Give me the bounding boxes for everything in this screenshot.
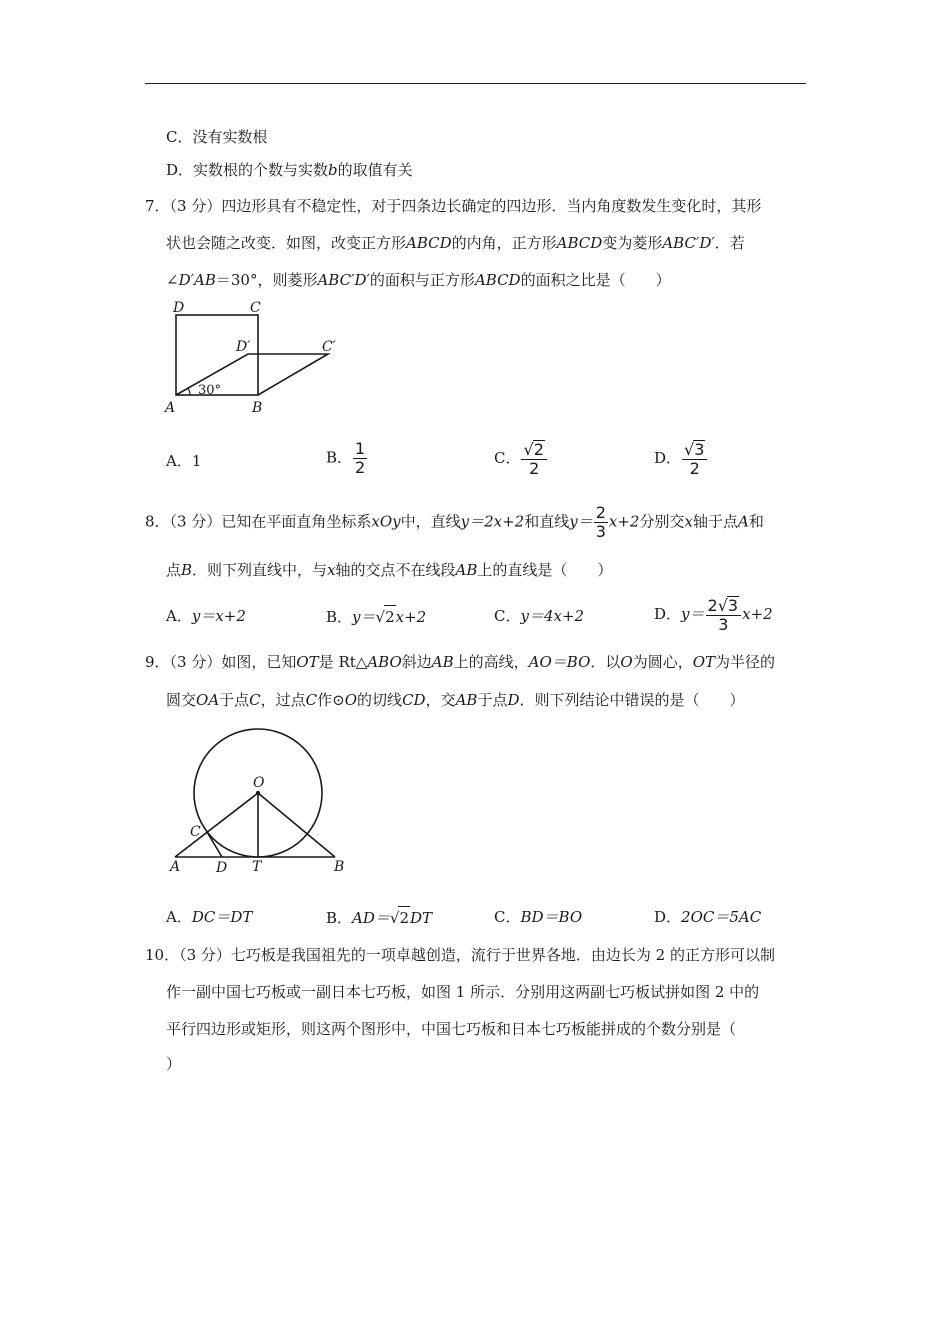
- q7-figure-square-rhombus: [160, 295, 360, 420]
- q10-stem-line3: 平行四边形或矩形，则这两个图形中，中国七巧板和日本七巧板能拼成的个数分别是（: [166, 1020, 737, 1038]
- q7-label-c: C: [250, 300, 261, 316]
- q7-angle-arc: [188, 388, 190, 395]
- q7-stem-line2: 状也会随之改变．如图，改变正方形ABCD的内角，正方形ABCD变为菱形ABC′D′．若: [166, 234, 745, 252]
- q8-stem-line2: 点B．则下列直线中，与x轴的交点不在线段AB上的直线是（ ）: [166, 561, 613, 579]
- q10-stem-line4: ）: [166, 1055, 182, 1073]
- q9-option-b: B．AD＝√2DT: [326, 906, 432, 929]
- q7-option-c: C． $\frac{√2}{2}$: [494, 440, 548, 478]
- q9-segment-ob: [258, 793, 335, 857]
- q7-stem-line1: 7．（3 分）四边形具有不稳定性，对于四条边长确定的四边形．当内角度数发生变化时，其形: [145, 197, 762, 215]
- q7-label-d: D: [173, 300, 185, 316]
- q9-stem-line2: 圆交OA于点C，过点C作⊙O的切线CD，交AB于点D．则下列结论中错误的是（ ）: [166, 691, 745, 709]
- q9-option-c: C．BD＝BO: [494, 908, 583, 926]
- q8-option-b: B．y＝√2x+2: [326, 605, 426, 628]
- q7-option-d: D． $\frac{√3}{2}$: [654, 440, 708, 478]
- q7-label-a: A: [165, 400, 176, 416]
- q10-stem-line2: 作一副中国七巧板或一副日本七巧板，如图 1 所示．分别用这两副七巧板试拼如图 2 中的: [166, 983, 760, 1001]
- q7-label-angle: 30°: [198, 383, 222, 398]
- q9-label-d: D: [216, 860, 228, 875]
- q8-option-c: C．y＝4x+2: [494, 607, 585, 625]
- q7-label-b: B: [252, 400, 263, 416]
- q9-option-a: A．DC＝DT: [166, 908, 253, 926]
- q9-option-d: D．2OC＝5AC: [654, 908, 762, 926]
- q10-stem-line1: 10．（3 分）七巧板是我国祖先的一项卓越创造，流行于世界各地．由边长为 2 的正方形可以制: [145, 946, 775, 964]
- q9-label-b: B: [334, 859, 345, 875]
- q7-label-dprime: D′: [236, 339, 251, 355]
- q9-stem-line1: 9．（3 分）如图，已知OT是 Rt△ABO斜边AB上的高线，AO＝BO．以O为圆心，OT为半径的: [145, 653, 776, 671]
- q8-option-a: A．y＝x+2: [166, 607, 246, 625]
- q7-label-cprime: C′: [322, 339, 336, 355]
- q7-stem-line3: ∠D′AB＝30°，则菱形ABC′D′的面积与正方形ABCD的面积之比是（ ）: [166, 271, 671, 289]
- q9-figure-circle-triangle: [160, 720, 360, 875]
- q9-center-dot: [256, 791, 260, 795]
- q6-option-d: D．实数根的个数与实数b的取值有关: [166, 161, 413, 179]
- q9-label-t: T: [252, 859, 262, 875]
- q9-label-a: A: [170, 859, 181, 875]
- q8-stem-line1: 8．（3 分）已知在平面直角坐标系xOy中，直线y＝2x+2和直线y＝ $\frac{2}{3}$ x+2分别交x轴于点A和: [145, 503, 764, 541]
- header-rule: [145, 83, 806, 84]
- q6-option-c: C．没有实数根: [166, 128, 268, 146]
- q7-option-a: A．1: [166, 452, 202, 470]
- q9-label-o: O: [253, 775, 265, 791]
- q8-option-d: D．y＝ $\frac{2√3}{3}$ x+2: [654, 596, 773, 634]
- q7-option-b: B． $\frac{1}{2}$: [326, 439, 366, 477]
- q9-label-c: C: [190, 824, 201, 840]
